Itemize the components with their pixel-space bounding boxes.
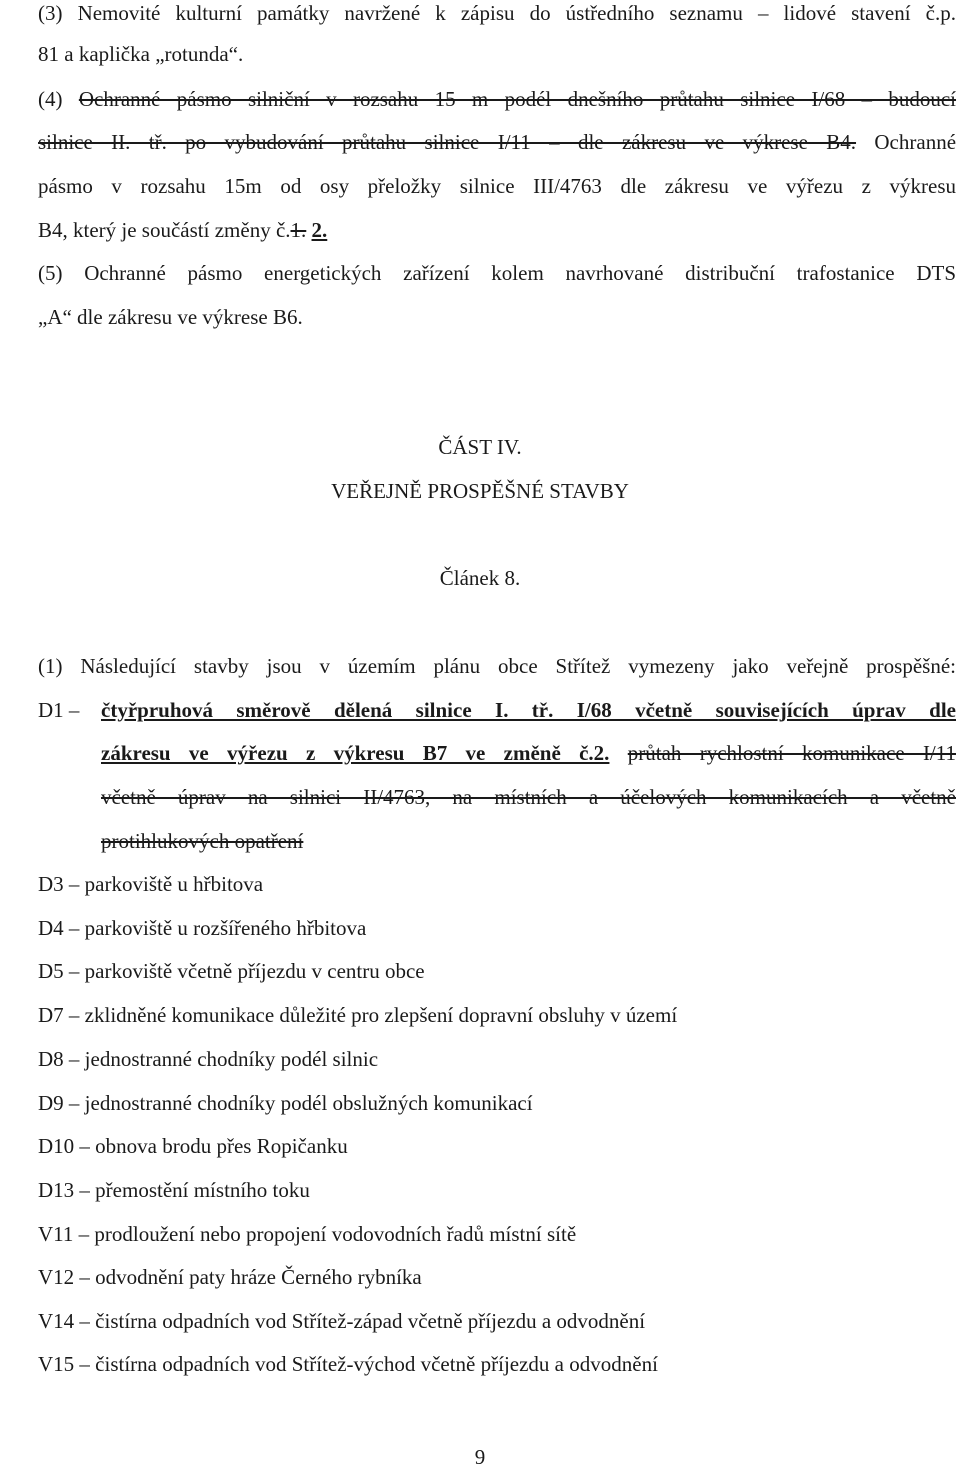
item-d9: D9 – jednostranné chodníky podél obslužných komunikací [38, 1091, 533, 1115]
d1-inserted-text-1: čtyřpruhová směrově dělená silnice I. tř. I/68 včetně souvisejících úprav dle [101, 698, 956, 722]
p4-line-3: pásmo v rozsahu 15m od osy přeložky silnice III/4763 dle zákresu ve výřezu z výkresu [38, 174, 956, 198]
p3-line-2: 81 a kaplička „rotunda“. [38, 42, 244, 66]
p4-text: Ochranné [874, 130, 957, 154]
item-v15: V15 – čistírna odpadních vod Střítež-východ včetně příjezdu a odvodnění [38, 1352, 658, 1376]
item-v11: V11 – prodloužení nebo propojení vodovodních řadů místní sítě [38, 1222, 577, 1246]
d1-deleted-line-3: protihlukových opatření [101, 829, 304, 853]
p4-deleted-number: 1. [290, 218, 307, 242]
p4-line-4-text: B4, který je součástí změny č. [38, 218, 291, 242]
item-v12: V12 – odvodnění paty hráze Černého rybníka [38, 1265, 422, 1289]
p4-inserted-number: 2. [311, 218, 328, 242]
d1-deleted-text-1: průtah rychlostní komunikace I/11 [627, 741, 956, 765]
p4-line-2 [38, 129, 956, 155]
item-d3: D3 – parkoviště u hřbitova [38, 872, 264, 896]
part-title: VEŘEJNĚ PROSPĚŠNÉ STAVBY [331, 479, 629, 503]
page-number: 9 [474, 1445, 486, 1469]
item-d4: D4 – parkoviště u rozšířeného hřbitova [38, 916, 367, 940]
p4-line-1 [38, 86, 956, 112]
a1-intro: (1) Následující stavby jsou v územím plánu obce Střítež vymezeny jako veřejně prospěšné: [38, 654, 956, 678]
p5-line-1: (5) Ochranné pásmo energetických zařízení kolem navrhované distribuční trafostanice DTS [38, 261, 956, 285]
p4-deleted-text-1: Ochranné pásmo silniční v rozsahu 15 m podél dnešního průtahu silnice I/68 – budoucí [78, 87, 957, 111]
article-heading: Článek 8. [439, 566, 521, 590]
d1-inserted-line-1 [101, 697, 956, 723]
d1-code: D1 – [38, 698, 80, 722]
p4-line-4 [38, 217, 956, 243]
item-d13: D13 – přemostění místního toku [38, 1178, 310, 1202]
p3-line-1: (3) Nemovité kulturní památky navržené k zápisu do ústředního seznamu – lidové stavení č.p. [38, 1, 956, 25]
p5-line-2: „A“ dle zákresu ve výkrese B6. [38, 305, 303, 329]
d1-inserted-text-2: zákresu ve výřezu z výkresu B7 ve změně č.2. [101, 741, 610, 765]
d1-line-2 [101, 740, 956, 766]
p4-number: (4) [38, 87, 63, 111]
part-heading: ČÁST IV. [438, 435, 522, 459]
item-d8: D8 – jednostranné chodníky podél silnic [38, 1047, 379, 1071]
item-d5: D5 – parkoviště včetně příjezdu v centru obce [38, 959, 425, 983]
item-d7: D7 – zklidněné komunikace důležité pro zlepšení dopravní obsluhy v území [38, 1003, 678, 1027]
item-v14: V14 – čistírna odpadních vod Střítež-západ včetně příjezdu a odvodnění [38, 1309, 646, 1333]
p4-deleted-text-2: silnice II. tř. po vybudování průtahu silnice I/11 – dle zákresu ve výkrese B4. [38, 130, 857, 154]
item-d10: D10 – obnova brodu přes Ropičanku [38, 1134, 348, 1158]
d1-deleted-line-2: včetně úprav na silnici II/4763, na místních a účelových komunikacích a včetně [101, 785, 956, 809]
